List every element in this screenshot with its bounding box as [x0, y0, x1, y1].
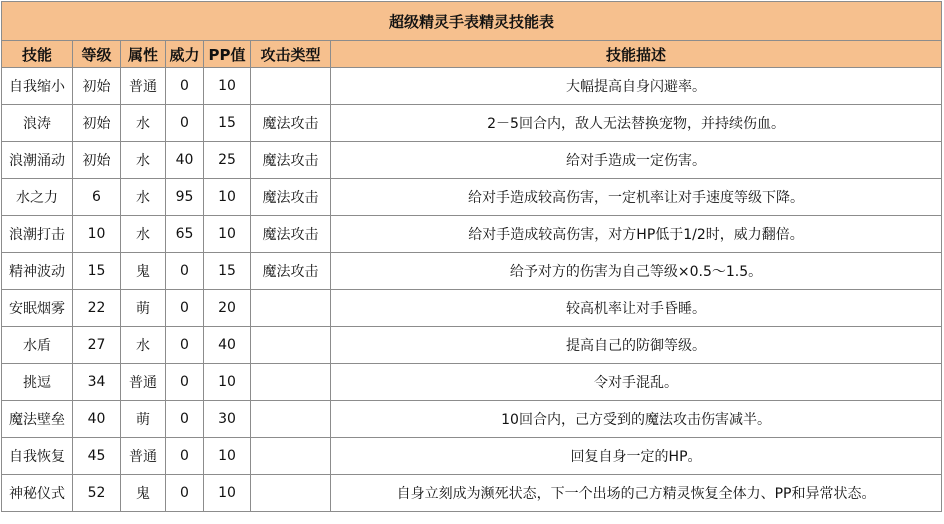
- attribute-cell: 水: [121, 216, 166, 253]
- attack-type-cell: [251, 68, 331, 105]
- level-cell: 6: [73, 179, 121, 216]
- level-cell: 45: [73, 438, 121, 475]
- power-cell: 0: [166, 438, 204, 475]
- attribute-cell: 萌: [121, 290, 166, 327]
- skill-name-cell: 自我缩小: [2, 68, 73, 105]
- attack-type-cell: [251, 475, 331, 512]
- table-row: [2, 105, 942, 142]
- header-power: 威力: [166, 41, 204, 68]
- description-cell: 自身立刻成为濒死状态，下一个出场的己方精灵恢复全体力、PP和异常状态。: [331, 475, 942, 512]
- skill-name-cell: 精神波动: [2, 253, 73, 290]
- power-cell: 0: [166, 68, 204, 105]
- table-body: [2, 68, 942, 512]
- description-cell: 回复自身一定的HP。: [331, 438, 942, 475]
- table-row: [2, 438, 942, 475]
- attack-type-cell: 魔法攻击: [251, 179, 331, 216]
- skill-table: [1, 1, 942, 512]
- pp-cell: 10: [204, 438, 251, 475]
- attribute-cell: 水: [121, 142, 166, 179]
- pp-cell: 15: [204, 105, 251, 142]
- level-cell: 初始: [73, 105, 121, 142]
- level-cell: 34: [73, 364, 121, 401]
- pp-cell: 10: [204, 68, 251, 105]
- description-cell: 给对手造成较高伤害，一定机率让对手速度等级下降。: [331, 179, 942, 216]
- skill-name-cell: 浪涛: [2, 105, 73, 142]
- attack-type-cell: [251, 364, 331, 401]
- attack-type-cell: [251, 401, 331, 438]
- description-cell: 给对手造成较高伤害，对方HP低于1/2时，威力翻倍。: [331, 216, 942, 253]
- table-row: [2, 253, 942, 290]
- attack-type-cell: [251, 290, 331, 327]
- table-row: [2, 68, 942, 105]
- attribute-cell: 鬼: [121, 475, 166, 512]
- table-row: [2, 475, 942, 512]
- power-cell: 95: [166, 179, 204, 216]
- pp-cell: 10: [204, 364, 251, 401]
- power-cell: 65: [166, 216, 204, 253]
- level-cell: 15: [73, 253, 121, 290]
- level-cell: 10: [73, 216, 121, 253]
- table-row: [2, 364, 942, 401]
- attack-type-cell: 魔法攻击: [251, 253, 331, 290]
- table-row: [2, 290, 942, 327]
- table-row: [2, 401, 942, 438]
- power-cell: 0: [166, 327, 204, 364]
- level-cell: 27: [73, 327, 121, 364]
- power-cell: 0: [166, 364, 204, 401]
- skill-name-cell: 魔法壁垒: [2, 401, 73, 438]
- skill-name-cell: 神秘仪式: [2, 475, 73, 512]
- attack-type-cell: 魔法攻击: [251, 105, 331, 142]
- skill-name-cell: 水之力: [2, 179, 73, 216]
- table-row: [2, 179, 942, 216]
- header-row: [2, 41, 942, 68]
- power-cell: 40: [166, 142, 204, 179]
- pp-cell: 15: [204, 253, 251, 290]
- table-row: [2, 142, 942, 179]
- attribute-cell: 鬼: [121, 253, 166, 290]
- description-cell: 给予对方的伤害为自己等级×0.5～1.5。: [331, 253, 942, 290]
- pp-cell: 30: [204, 401, 251, 438]
- skill-name-cell: 安眠烟雾: [2, 290, 73, 327]
- header-skill: 技能: [2, 41, 73, 68]
- description-cell: 大幅提高自身闪避率。: [331, 68, 942, 105]
- header-attribute: 属性: [121, 41, 166, 68]
- pp-cell: 40: [204, 327, 251, 364]
- skill-name-cell: 浪潮涌动: [2, 142, 73, 179]
- power-cell: 0: [166, 105, 204, 142]
- header-description: 技能描述: [331, 41, 942, 68]
- attribute-cell: 萌: [121, 401, 166, 438]
- skill-name-cell: 自我恢复: [2, 438, 73, 475]
- table-row: [2, 327, 942, 364]
- table-title: 超级精灵手表精灵技能表: [2, 2, 942, 41]
- description-cell: 10回合内，己方受到的魔法攻击伤害减半。: [331, 401, 942, 438]
- power-cell: 0: [166, 475, 204, 512]
- attribute-cell: 水: [121, 105, 166, 142]
- table-row: [2, 216, 942, 253]
- power-cell: 0: [166, 290, 204, 327]
- attribute-cell: 普通: [121, 438, 166, 475]
- title-row: [2, 2, 942, 41]
- attribute-cell: 水: [121, 327, 166, 364]
- description-cell: 令对手混乱。: [331, 364, 942, 401]
- pp-cell: 20: [204, 290, 251, 327]
- attribute-cell: 普通: [121, 364, 166, 401]
- pp-cell: 10: [204, 179, 251, 216]
- attack-type-cell: 魔法攻击: [251, 142, 331, 179]
- skill-name-cell: 浪潮打击: [2, 216, 73, 253]
- power-cell: 0: [166, 401, 204, 438]
- description-cell: 2－5回合内，敌人无法替换宠物，并持续伤血。: [331, 105, 942, 142]
- attribute-cell: 普通: [121, 68, 166, 105]
- attribute-cell: 水: [121, 179, 166, 216]
- description-cell: 给对手造成一定伤害。: [331, 142, 942, 179]
- pp-cell: 25: [204, 142, 251, 179]
- header-pp: PP值: [204, 41, 251, 68]
- level-cell: 初始: [73, 68, 121, 105]
- attack-type-cell: [251, 327, 331, 364]
- skill-name-cell: 挑逗: [2, 364, 73, 401]
- power-cell: 0: [166, 253, 204, 290]
- pp-cell: 10: [204, 216, 251, 253]
- description-cell: 较高机率让对手昏睡。: [331, 290, 942, 327]
- header-level: 等级: [73, 41, 121, 68]
- pp-cell: 10: [204, 475, 251, 512]
- attack-type-cell: 魔法攻击: [251, 216, 331, 253]
- description-cell: 提高自己的防御等级。: [331, 327, 942, 364]
- level-cell: 40: [73, 401, 121, 438]
- attack-type-cell: [251, 438, 331, 475]
- header-attack-type: 攻击类型: [251, 41, 331, 68]
- level-cell: 52: [73, 475, 121, 512]
- level-cell: 22: [73, 290, 121, 327]
- skill-name-cell: 水盾: [2, 327, 73, 364]
- level-cell: 初始: [73, 142, 121, 179]
